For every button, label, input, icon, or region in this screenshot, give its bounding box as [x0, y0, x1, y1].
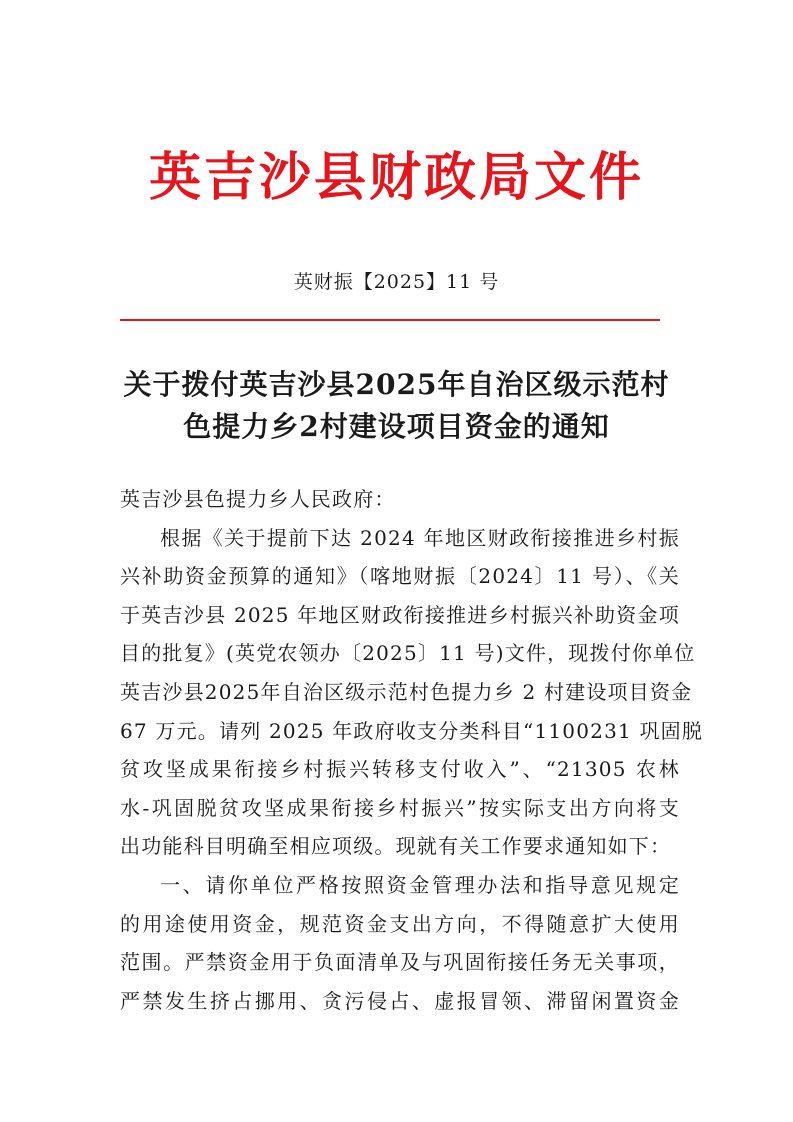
- title-line-2: 色提力乡2村建设项目资金的通知: [183, 410, 610, 443]
- document-body: [120, 480, 704, 1020]
- paragraph-line: 出功能科目明确至相应项级。现就有关工作要求通知如下：: [120, 834, 672, 859]
- paragraph-line: 于英吉沙县 2025 年地区财政衔接推进乡村振兴补助资金项: [120, 602, 680, 627]
- paragraph-line: 严禁发生挤占挪用、贪污侵占、虚报冒领、滞留闲置资金: [120, 988, 680, 1013]
- red-divider-rule: [120, 319, 660, 321]
- recipient-salutation: 英吉沙县色提力乡人民政府：: [120, 487, 396, 511]
- document-title: [0, 364, 793, 448]
- title-line-1: 关于拨付英吉沙县2025年自治区级示范村: [123, 368, 670, 401]
- paragraph-line: 目的批复》(英党农领办〔2025〕11 号)文件，现拨付你单位: [120, 641, 696, 666]
- paragraph-line: 英吉沙县2025年自治区级示范村色提力乡 2 村建设项目资金: [120, 679, 693, 704]
- paragraph-2: [120, 866, 680, 1020]
- paragraph-line: 的用途使用资金，规范资金支出方向，不得随意扩大使用: [120, 911, 680, 936]
- paragraph-line: 范围。严禁资金用于负面清单及与巩固衔接任务无关事项，: [120, 950, 680, 975]
- paragraph-line: 一、请你单位严格按照资金管理办法和指导意见规定: [160, 872, 680, 897]
- paragraph-line: 根据《关于提前下达 2024 年地区财政衔接推进乡村振: [160, 525, 680, 550]
- paragraph-line: 贫攻坚成果衔接乡村振兴转移支付收入”、“21305 农林: [120, 757, 680, 782]
- paragraph-line: 水-巩固脱贫攻坚成果衔接乡村振兴”按实际支出方向将支: [120, 795, 680, 820]
- paragraph-line: 67 万元。请列 2025 年政府收支分类科目“1100231 巩固脱: [120, 718, 704, 743]
- masthead-title: 英吉沙县财政局文件: [148, 148, 644, 208]
- paragraph-line: 兴补助资金预算的通知》（喀地财振〔2024〕11 号）、《关: [120, 564, 680, 589]
- document-number: 英财振【2025】11 号: [293, 271, 500, 293]
- paragraph-1: [120, 519, 704, 866]
